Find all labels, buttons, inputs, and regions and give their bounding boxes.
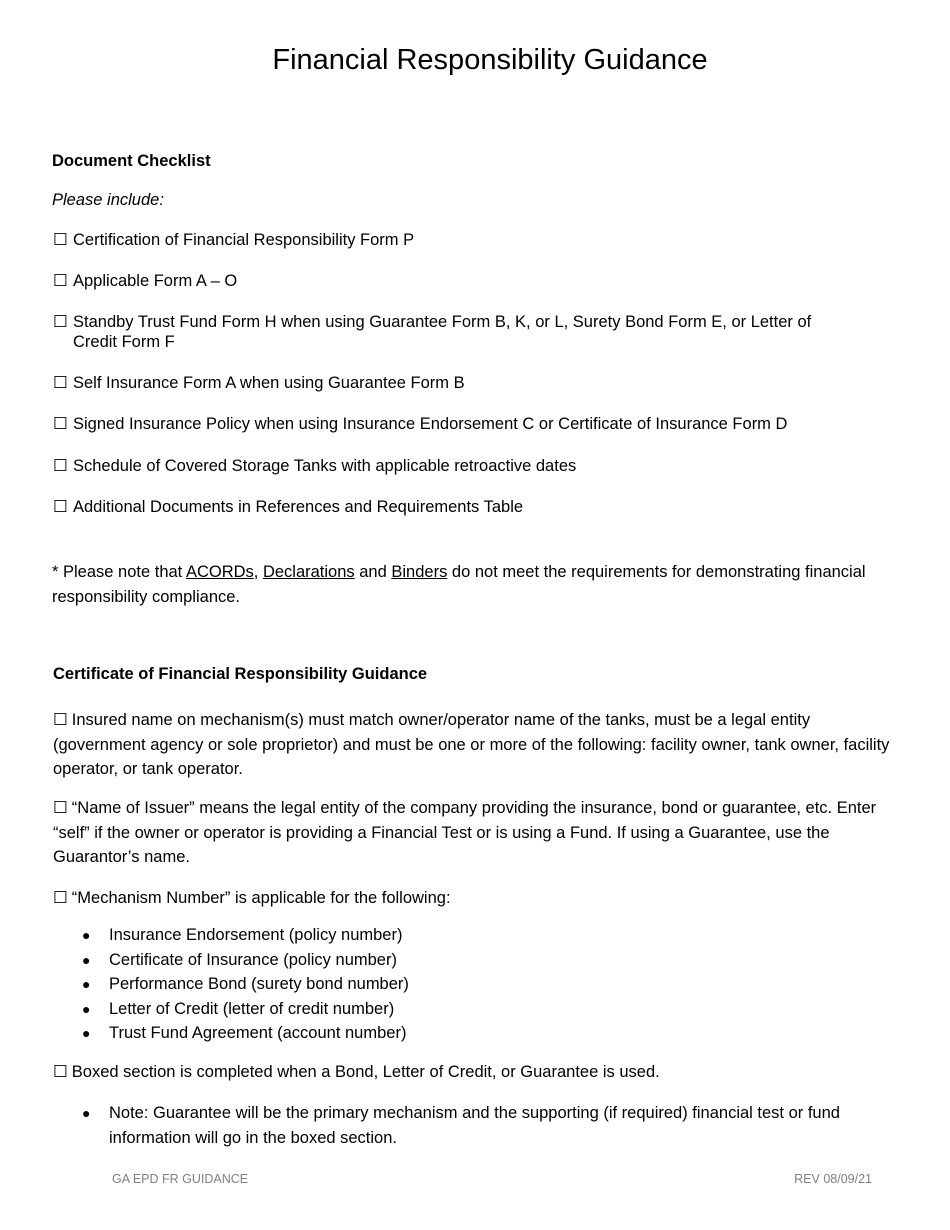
list-item-text: Performance Bond (surety bond number): [109, 975, 409, 993]
note-paragraph: [52, 560, 897, 609]
checklist-item[interactable]: [53, 456, 873, 476]
list-item-text: Letter of Credit (letter of credit number): [109, 999, 395, 1018]
checkbox-icon[interactable]: ☐: [53, 374, 68, 392]
list-item: [82, 997, 882, 1022]
boxed-section-list: [82, 1101, 877, 1150]
guidance-text: “Name of Issuer” means the legal entity of the company providing the insurance, bond or guarantee, etc. Enter “self” if the owner or operator is providing a Financial Test or is using a Fund. If using a Guarantee, use the Guarantor’s name.: [53, 799, 877, 866]
list-item: [82, 948, 882, 973]
guidance-paragraph: [53, 886, 898, 911]
certificate-heading: Certificate of Financial Responsibility Guidance: [53, 665, 428, 683]
footer-right: REV 08/09/21: [794, 1172, 872, 1186]
checklist-item[interactable]: [53, 230, 873, 250]
checkbox-icon[interactable]: ☐: [53, 889, 68, 907]
bullet-icon: ●: [82, 951, 91, 968]
guidance-paragraph: [53, 708, 898, 782]
declarations-term: Declarations: [262, 563, 355, 581]
list-item: [82, 923, 882, 948]
note-prefix: * Please note that: [52, 563, 186, 581]
checklist-intro: Please include:: [52, 191, 164, 209]
bullet-icon: ●: [82, 976, 91, 992]
list-item-text: Insurance Endorsement (policy number): [109, 926, 403, 944]
checklist-item-label: Signed Insurance Policy when using Insurance Endorsement C or Certificate of Insurance Form D: [73, 415, 788, 433]
checklist-item[interactable]: [53, 414, 873, 434]
list-item-text: Trust Fund Agreement (account number): [109, 1024, 407, 1042]
guidance-text: Boxed section is completed when a Bond, Letter of Credit, or Guarantee is used.: [71, 1063, 660, 1081]
list-item-text: Certificate of Insurance (policy number): [109, 950, 397, 969]
checkbox-icon[interactable]: ☐: [53, 231, 68, 249]
list-item: [82, 1101, 877, 1150]
bullet-icon: ●: [82, 1105, 91, 1121]
checkbox-icon[interactable]: ☐: [53, 415, 68, 433]
bullet-icon: ●: [82, 1000, 91, 1017]
note-comma: ,: [253, 563, 263, 581]
checkbox-icon[interactable]: ☐: [53, 498, 68, 516]
bullet-icon: ●: [82, 927, 91, 943]
checklist-item[interactable]: [53, 497, 873, 517]
bullet-icon: ●: [82, 1025, 91, 1041]
guidance-paragraph: [53, 796, 898, 870]
checkbox-icon[interactable]: ☐: [53, 1063, 68, 1081]
checklist-item-label: Additional Documents in References and Requirements Table: [73, 498, 524, 516]
list-item: [82, 1021, 882, 1046]
checklist-item-label: Certification of Financial Responsibility Form P: [73, 231, 415, 249]
checkbox-icon[interactable]: ☐: [53, 711, 68, 729]
list-item: [82, 972, 882, 997]
checklist-item[interactable]: [53, 312, 873, 352]
note-suffix: do not meet the requirements for demonstrating financial responsibility compliance.: [52, 563, 866, 606]
guidance-text: Insured name on mechanism(s) must match owner/operator name of the tanks, must be a legal entity (government agency or sole proprietor) and must be one or more of the following: facility owner, tank owner, facility operator, or tank operator.: [53, 711, 890, 778]
checklist-item[interactable]: [53, 373, 873, 393]
checkbox-icon[interactable]: ☐: [53, 272, 68, 290]
checklist-item-label: Self Insurance Form A when using Guarantee Form B: [73, 374, 465, 392]
binders-term: Binders: [391, 563, 448, 581]
note-and: and: [354, 563, 392, 581]
page-title: Financial Responsibility Guidance: [272, 44, 708, 76]
checklist-item-label: Schedule of Covered Storage Tanks with applicable retroactive dates: [73, 457, 577, 475]
guidance-paragraph: [53, 1060, 898, 1085]
mechanism-number-list: [82, 923, 882, 1046]
list-item-text: Note: Guarantee will be the primary mechanism and the supporting (if required) financial test or fund information will go in the boxed section.: [109, 1104, 840, 1147]
checklist-item-label-continued: Credit Form F: [73, 333, 175, 351]
guidance-text: “Mechanism Number” is applicable for the following:: [71, 889, 451, 907]
checklist-item[interactable]: [53, 271, 873, 291]
acords-term: ACORDs: [185, 563, 254, 581]
checkbox-icon[interactable]: ☐: [53, 313, 68, 331]
checkbox-icon[interactable]: ☐: [53, 799, 68, 817]
checkbox-icon[interactable]: ☐: [53, 457, 68, 475]
checklist-item-label: Standby Trust Fund Form H when using Guarantee Form B, K, or L, Surety Bond Form E, or Letter of: [73, 313, 812, 331]
checklist-heading: Document Checklist: [52, 152, 211, 170]
checklist-item-label: Applicable Form A – O: [73, 272, 238, 290]
footer-left: GA EPD FR GUIDANCE: [112, 1172, 249, 1186]
